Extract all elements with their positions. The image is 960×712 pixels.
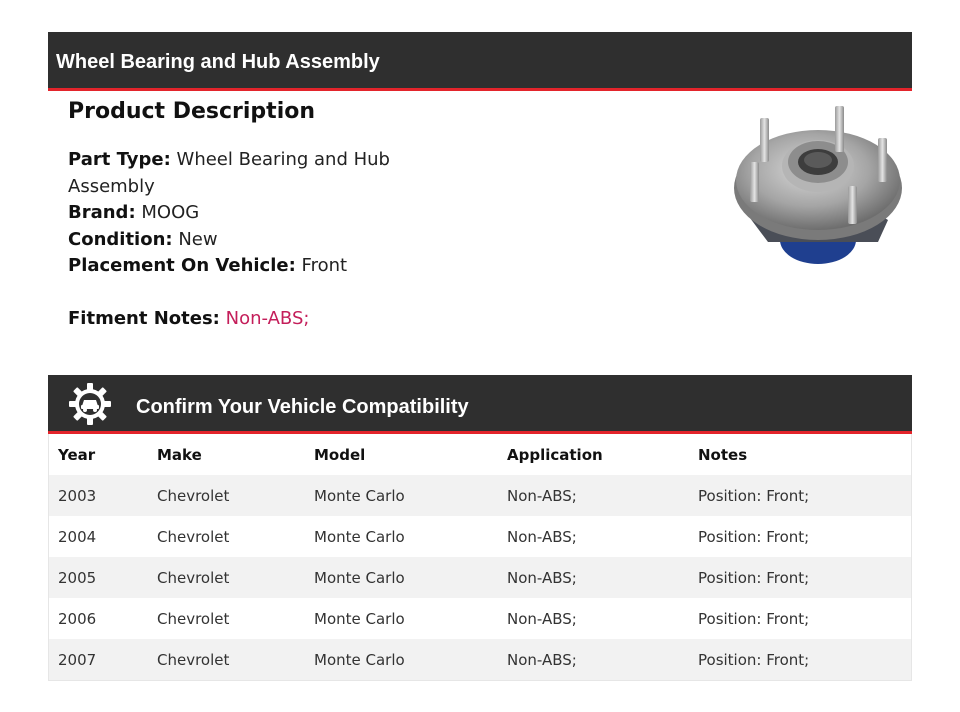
column-header-model: Model (305, 434, 498, 475)
cell-model: Monte Carlo (314, 486, 405, 505)
cell-make: Chevrolet (157, 527, 230, 546)
table-row (49, 475, 912, 516)
table-row (49, 516, 912, 557)
product-title-bar (48, 32, 912, 91)
cell-make: Chevrolet (157, 486, 230, 505)
description-heading: Product Description (68, 99, 316, 124)
brand-label: Brand: (68, 202, 136, 223)
condition-value: New (178, 228, 218, 250)
placement-label: Placement On Vehicle: (68, 255, 296, 276)
product-title: Wheel Bearing and Hub Assembly (56, 51, 380, 73)
table-row (49, 557, 912, 598)
brand-value: MOOG (141, 202, 200, 223)
cell-application: Non-ABS; (507, 650, 577, 669)
condition-row (68, 227, 408, 254)
fitment-notes-row (68, 306, 408, 332)
compatibility-table (48, 434, 912, 681)
cell-notes: Position: Front; (698, 609, 810, 628)
cell-application: Non-ABS; (507, 527, 577, 546)
product-image (728, 100, 908, 270)
cell-year: 2007 (58, 650, 97, 669)
column-header-make: Make (148, 434, 305, 475)
cell-make: Chevrolet (157, 568, 230, 587)
part-type-label: Part Type: (68, 149, 171, 170)
cell-application: Non-ABS; (507, 486, 577, 505)
cell-notes: Position: Front; (698, 527, 810, 546)
table-row (49, 598, 912, 639)
cell-model: Monte Carlo (314, 568, 405, 587)
table-header-row (49, 434, 912, 475)
cell-application: Non-ABS; (507, 568, 577, 587)
column-header-notes: Notes (689, 434, 912, 475)
placement-row (68, 253, 408, 280)
table-row (49, 639, 912, 681)
placement-value: Front (301, 255, 348, 276)
description-details (68, 147, 408, 280)
column-header-year: Year (49, 434, 149, 475)
cell-notes: Position: Front; (698, 486, 810, 505)
compatibility-title: Confirm Your Vehicle Compatibility (136, 396, 469, 418)
product-description (68, 96, 408, 332)
part-type-value: Wheel Bearing and Hub Assembly (68, 149, 390, 197)
cell-year: 2004 (58, 527, 97, 546)
fitment-value: Non-ABS; (225, 307, 310, 329)
cell-year: 2006 (58, 609, 97, 628)
gear-car-icon (68, 382, 112, 426)
cell-model: Monte Carlo (314, 609, 405, 628)
cell-year: 2003 (58, 486, 97, 505)
cell-model: Monte Carlo (314, 650, 405, 669)
part-type-row (68, 147, 408, 200)
fitment-label: Fitment Notes: (68, 307, 220, 329)
brand-row (68, 200, 408, 227)
column-header-application: Application (498, 434, 689, 475)
cell-notes: Position: Front; (698, 568, 810, 587)
condition-label: Condition: (68, 228, 173, 250)
cell-make: Chevrolet (157, 609, 230, 628)
cell-year: 2005 (58, 568, 97, 587)
cell-make: Chevrolet (157, 650, 230, 669)
cell-application: Non-ABS; (507, 609, 577, 628)
cell-notes: Position: Front; (698, 650, 810, 669)
compatibility-bar (48, 375, 912, 434)
cell-model: Monte Carlo (314, 527, 405, 546)
